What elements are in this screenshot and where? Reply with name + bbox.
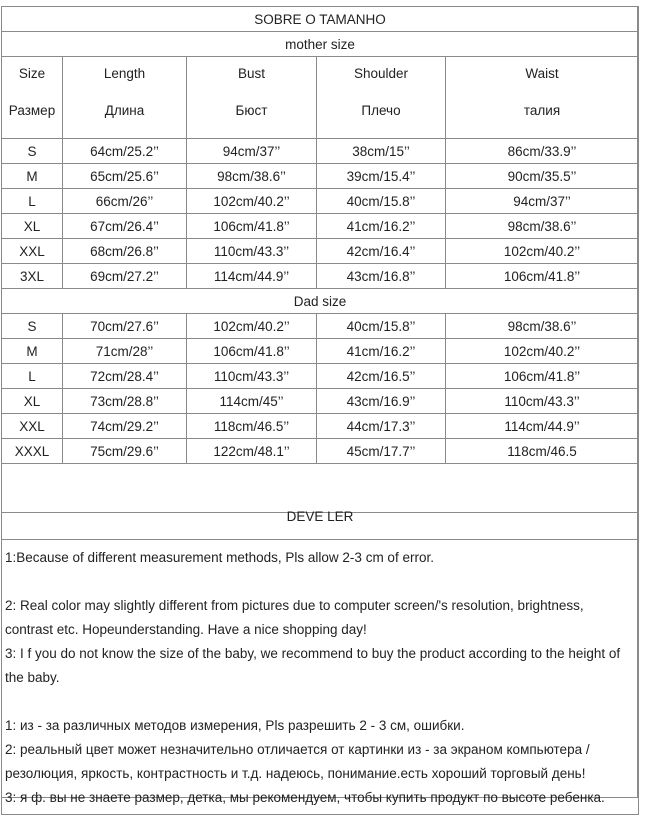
header-label-en: Waist — [525, 66, 559, 81]
table-cell: 3XL — [2, 264, 63, 289]
table-row — [2, 439, 639, 464]
header-label-en: Length — [103, 66, 146, 81]
note-en: 2: Real color may slightly different from pictures due to computer screen/'s resolution, brightness, contrast etc. Hopeunderstanding. Have a nice shopping day! — [5, 598, 584, 637]
table-cell: 86cm/33.9’’ — [446, 139, 639, 164]
table-cell: 114cm/44.9’’ — [446, 414, 639, 439]
table-cell: 98cm/38.6’’ — [187, 164, 317, 189]
table-cell: 69cm/27.2’’ — [63, 264, 187, 289]
table-cell: 64cm/25.2’’ — [63, 139, 187, 164]
header-cell — [63, 57, 187, 139]
table-cell: 43cm/16.8’’ — [317, 264, 446, 289]
table-cell: 66cm/26’’ — [63, 189, 187, 214]
header-row — [2, 57, 639, 139]
table-cell: 67cm/26.4’’ — [63, 214, 187, 239]
table-cell: 94cm/37’’ — [187, 139, 317, 164]
table-cell: 110cm/43.3’’ — [187, 364, 317, 389]
table-cell: 38cm/15’’ — [317, 139, 446, 164]
header-label-ru: Бюст — [235, 103, 268, 118]
note-gap — [5, 570, 635, 594]
table-cell: 40cm/15.8’’ — [317, 189, 446, 214]
table-cell: 90cm/35.5’’ — [446, 164, 639, 189]
blank-cell — [2, 464, 639, 513]
table-cell: 110cm/43.3’’ — [446, 389, 639, 414]
table-cell: 71cm/28’’ — [63, 339, 187, 364]
table-cell: 75cm/29.6’’ — [63, 439, 187, 464]
table-cell: XXXL — [2, 439, 63, 464]
table-cell: 114cm/45’’ — [187, 389, 317, 414]
table-row — [2, 139, 639, 164]
notes-row — [2, 540, 639, 815]
developer-cell — [2, 509, 639, 540]
table-cell: 43cm/16.9’’ — [317, 389, 446, 414]
table-cell: XL — [2, 214, 63, 239]
table-cell: 106cm/41.8’’ — [187, 339, 317, 364]
table-cell: 106cm/41.8’’ — [446, 364, 639, 389]
note-ru: 1: из - за различных методов измерения, Pls разрешить 2 - 3 см, ошибки. — [5, 718, 465, 733]
spacer-row — [2, 464, 639, 513]
table-cell: 74cm/29.2’’ — [63, 414, 187, 439]
note-gap — [5, 690, 635, 714]
table-row — [2, 389, 639, 414]
table-cell: 102cm/40.2’’ — [446, 239, 639, 264]
note-ru: 2: реальный цвет может незначительно отличается от картинки из - за экраном компьютера / резолюция, яркость, контрастность и т.д. надеюсь, понимание.есть хороший торговый день! — [5, 742, 590, 781]
table-cell: 94cm/37’’ — [446, 189, 639, 214]
note-en: 1:Because of different measurement methods, Pls allow 2-3 cm of error. — [5, 550, 434, 565]
table-cell: 106cm/41.8’’ — [187, 214, 317, 239]
table-cell: 98cm/38.6’’ — [446, 314, 639, 339]
table-cell: 40cm/15.8’’ — [317, 314, 446, 339]
header-cell — [317, 57, 446, 139]
header-label-ru: Длина — [104, 103, 145, 118]
table-cell: 68cm/26.8’’ — [63, 239, 187, 264]
table-cell: 102cm/40.2’’ — [187, 314, 317, 339]
dad-size-title-row — [2, 289, 639, 314]
table-cell: 114cm/44.9’’ — [187, 264, 317, 289]
note-ru: 3: я ф. вы не знаете размер, детка, мы рекомендуем, чтобы купить продукт по высоте ребенка. — [5, 790, 605, 805]
table-cell: 41cm/16.2’’ — [317, 214, 446, 239]
table-cell: 70cm/27.6’’ — [63, 314, 187, 339]
table-cell: S — [2, 314, 63, 339]
table-cell: 39cm/15.4’’ — [317, 164, 446, 189]
table-row — [2, 314, 639, 339]
table-cell: XXL — [2, 414, 63, 439]
table-cell: 102cm/40.2’’ — [446, 339, 639, 364]
table-cell: XXL — [2, 239, 63, 264]
table-row — [2, 264, 639, 289]
table-row — [2, 189, 639, 214]
table-cell: M — [2, 164, 63, 189]
table-row — [2, 164, 639, 189]
table-cell: M — [2, 339, 63, 364]
table-row — [2, 364, 639, 389]
developer-row — [2, 513, 639, 540]
dad-size-title: Dad size — [2, 289, 639, 314]
table-cell: 98cm/38.6’’ — [446, 214, 639, 239]
header-label-ru: талия — [523, 103, 561, 118]
table-cell: S — [2, 139, 63, 164]
table-cell: 45cm/17.7’’ — [317, 439, 446, 464]
table-cell: 44cm/17.3’’ — [317, 414, 446, 439]
notes-cell — [2, 540, 639, 815]
table-cell: 73cm/28.8’’ — [63, 389, 187, 414]
header-label-en: Bust — [237, 66, 265, 81]
table-cell: 118cm/46.5 — [446, 439, 639, 464]
table-row — [2, 414, 639, 439]
header-label-en: Shoulder — [353, 66, 409, 81]
table-row — [2, 239, 639, 264]
table-cell: 102cm/40.2’’ — [187, 189, 317, 214]
header-label-en: Size — [18, 66, 46, 81]
chart-title: SOBRE O TAMANHO — [2, 7, 639, 32]
table-cell: 106cm/41.8’’ — [446, 264, 639, 289]
table-cell: 41cm/16.2’’ — [317, 339, 446, 364]
header-cell — [187, 57, 317, 139]
header-cell — [2, 57, 63, 139]
table-cell: 42cm/16.5’’ — [317, 364, 446, 389]
table-row — [2, 214, 639, 239]
header-label-ru: Размер — [8, 103, 56, 118]
table-cell: 42cm/16.4’’ — [317, 239, 446, 264]
table-cell: 110cm/43.3’’ — [187, 239, 317, 264]
table-cell: L — [2, 189, 63, 214]
mother-size-title: mother size — [2, 32, 639, 57]
header-label-ru: Плечо — [361, 103, 401, 118]
table-row — [2, 339, 639, 364]
note-en: 3: I f you do not know the size of the baby, we recommend to buy the product according to the height of the baby. — [5, 646, 621, 685]
table-cell: L — [2, 364, 63, 389]
header-cell — [446, 57, 639, 139]
table-cell: 72cm/28.4’’ — [63, 364, 187, 389]
size-chart-table — [1, 6, 639, 815]
table-cell: 122cm/48.1’’ — [187, 439, 317, 464]
table-cell: XL — [2, 389, 63, 414]
table-cell: 118cm/46.5’’ — [187, 414, 317, 439]
developer-label: DEVE LER — [286, 509, 354, 524]
table-cell: 65cm/25.6’’ — [63, 164, 187, 189]
